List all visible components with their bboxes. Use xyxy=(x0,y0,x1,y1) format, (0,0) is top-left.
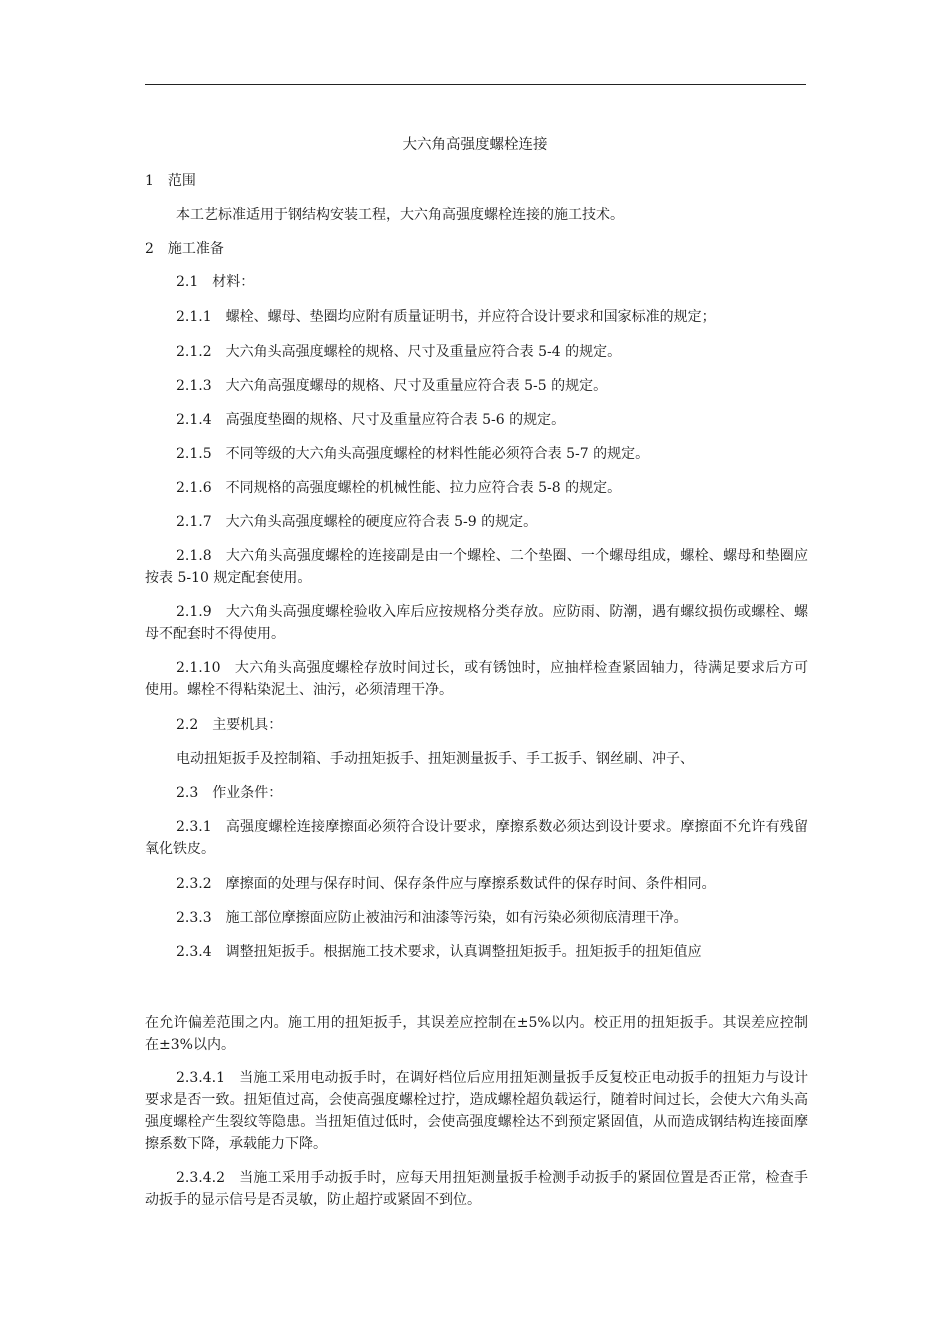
item-text: 大六角头高强度螺栓的规格、尺寸及重量应符合表 5-4 的规定。 xyxy=(225,344,622,360)
section-number: 2 xyxy=(145,241,154,257)
section-title: 主要机具： xyxy=(212,717,283,733)
paragraph-2-3-1 xyxy=(145,816,808,860)
page-title: 大六角高强度螺栓连接 xyxy=(402,137,548,153)
item-text: 不同规格的高强度螺栓的机械性能、拉力应符合表 5-8 的规定。 xyxy=(225,480,622,496)
item-number: 2.1.8 xyxy=(176,548,212,564)
paragraph-2-3-4-1 xyxy=(145,1067,808,1155)
paragraph-continuation: 在允许偏差范围之内。施工用的扭矩扳手，其误差应控制在±5%以内。校正用的扭矩扳手。其误差应控制在±3%以内。 xyxy=(145,1015,808,1053)
item-number: 2.3.4.1 xyxy=(176,1070,225,1086)
section-number: 2.3 xyxy=(176,785,199,801)
item-text: 不同等级的大六角头高强度螺栓的材料性能必须符合表 5-7 的规定。 xyxy=(225,446,650,462)
header-rule xyxy=(145,84,806,85)
section-title: 材料： xyxy=(212,274,255,290)
item-2-1-1 xyxy=(176,306,716,328)
item-number: 2.3.2 xyxy=(176,876,212,892)
item-number: 2.3.4.2 xyxy=(176,1170,225,1186)
item-text: 大六角头高强度螺栓的硬度应符合表 5-9 的规定。 xyxy=(225,514,538,530)
item-text: 高强度螺栓连接摩擦面必须符合设计要求，摩擦系数必须达到设计要求。摩擦面不允许有残留氧化铁皮。 xyxy=(145,819,808,857)
paragraph-2-1-10 xyxy=(145,657,808,701)
item-number: 2.1.4 xyxy=(176,412,212,428)
section-title: 作业条件： xyxy=(212,785,283,801)
item-text: 大六角头高强度螺栓存放时间过长，或有锈蚀时，应抽样检查紧固轴力，待满足要求后方可使用。螺栓不得粘染泥土、油污，必须清理干净。 xyxy=(145,660,808,698)
item-number: 2.1.3 xyxy=(176,378,212,394)
section-number: 1 xyxy=(145,173,154,189)
item-number: 2.1.2 xyxy=(176,344,212,360)
tools-list: 电动扭矩扳手及控制箱、手动扭矩扳手、扭矩测量扳手、手工扳手、钢丝刷、冲子、 xyxy=(176,751,694,767)
item-2-1-4 xyxy=(176,409,565,431)
item-number: 2.1.5 xyxy=(176,446,212,462)
item-text: 高强度垫圈的规格、尺寸及重量应符合表 5-6 的规定。 xyxy=(225,412,566,428)
item-number: 2.1.6 xyxy=(176,480,212,496)
paragraph-2-3-4-2 xyxy=(145,1167,808,1211)
item-text: 当施工采用电动扳手时，在调好档位后应用扭矩测量扳手反复校正电动扳手的扭矩力与设计要求是否一致。扭矩值过高，会使高强度螺栓过拧，造成螺栓超负载运行，随着时间过长，会使大六角头高强度螺栓产生裂纹等隐患。当扭矩值过低时，会使高强度螺栓达不到预定紧固值，从而造成钢结构连接面摩擦系数下降，承载能力下降。 xyxy=(145,1070,808,1152)
item-number: 2.3.1 xyxy=(176,819,212,835)
section-2-2-heading xyxy=(176,714,282,736)
section-2-1-heading xyxy=(176,271,254,293)
item-text: 当施工采用手动扳手时，应每天用扭矩测量扳手检测手动扳手的紧固位置是否正常，检查手动扳手的显示信号是否灵敏，防止超拧或紧固不到位。 xyxy=(145,1170,808,1208)
section-2-3-heading xyxy=(176,782,282,804)
item-2-1-7 xyxy=(176,511,537,533)
item-number: 2.1.7 xyxy=(176,514,212,530)
item-number: 2.3.4 xyxy=(176,944,212,960)
item-text: 摩擦面的处理与保存时间、保存条件应与摩擦系数试件的保存时间、条件相同。 xyxy=(225,876,716,892)
item-2-1-5 xyxy=(176,443,649,465)
item-number: 2.1.1 xyxy=(176,309,212,325)
paragraph-2-1-8 xyxy=(145,545,808,589)
item-text: 调整扭矩扳手。根据施工技术要求，认真调整扭矩扳手。扭矩扳手的扭矩值应 xyxy=(225,944,702,960)
section-number: 2.2 xyxy=(176,717,199,733)
item-text: 螺栓、螺母、垫圈均应附有质量证明书，并应符合设计要求和国家标准的规定； xyxy=(225,309,716,325)
item-text: 大六角头高强度螺栓验收入库后应按规格分类存放。应防雨、防潮，遇有螺纹损伤或螺栓、螺母不配套时不得使用。 xyxy=(145,604,808,642)
item-2-1-3 xyxy=(176,375,607,397)
item-number: 2.1.10 xyxy=(176,660,221,676)
item-number: 2.3.3 xyxy=(176,910,212,926)
item-text: 施工部位摩擦面应防止被油污和油漆等污染，如有污染必须彻底清理干净。 xyxy=(225,910,688,926)
item-2-1-2 xyxy=(176,341,621,363)
paragraph-2-3-3 xyxy=(176,907,688,929)
item-number: 2.1.9 xyxy=(176,604,212,620)
paragraph-2-3-4 xyxy=(176,941,702,963)
item-2-1-6 xyxy=(176,477,621,499)
section-1-heading xyxy=(145,170,196,192)
section-title: 施工准备 xyxy=(167,241,224,257)
section-1-text: 本工艺标准适用于钢结构安装工程，大六角高强度螺栓连接的施工技术。 xyxy=(176,207,624,223)
item-text: 大六角高强度螺母的规格、尺寸及重量应符合表 5-5 的规定。 xyxy=(225,378,608,394)
section-number: 2.1 xyxy=(176,274,199,290)
section-title: 范围 xyxy=(167,173,196,189)
paragraph-2-3-2 xyxy=(176,873,716,895)
item-text: 大六角头高强度螺栓的连接副是由一个螺栓、二个垫圈、一个螺母组成，螺栓、螺母和垫圈应按表 5-10 规定配套使用。 xyxy=(145,548,808,586)
section-2-heading xyxy=(145,238,224,260)
paragraph-2-1-9 xyxy=(145,601,808,645)
